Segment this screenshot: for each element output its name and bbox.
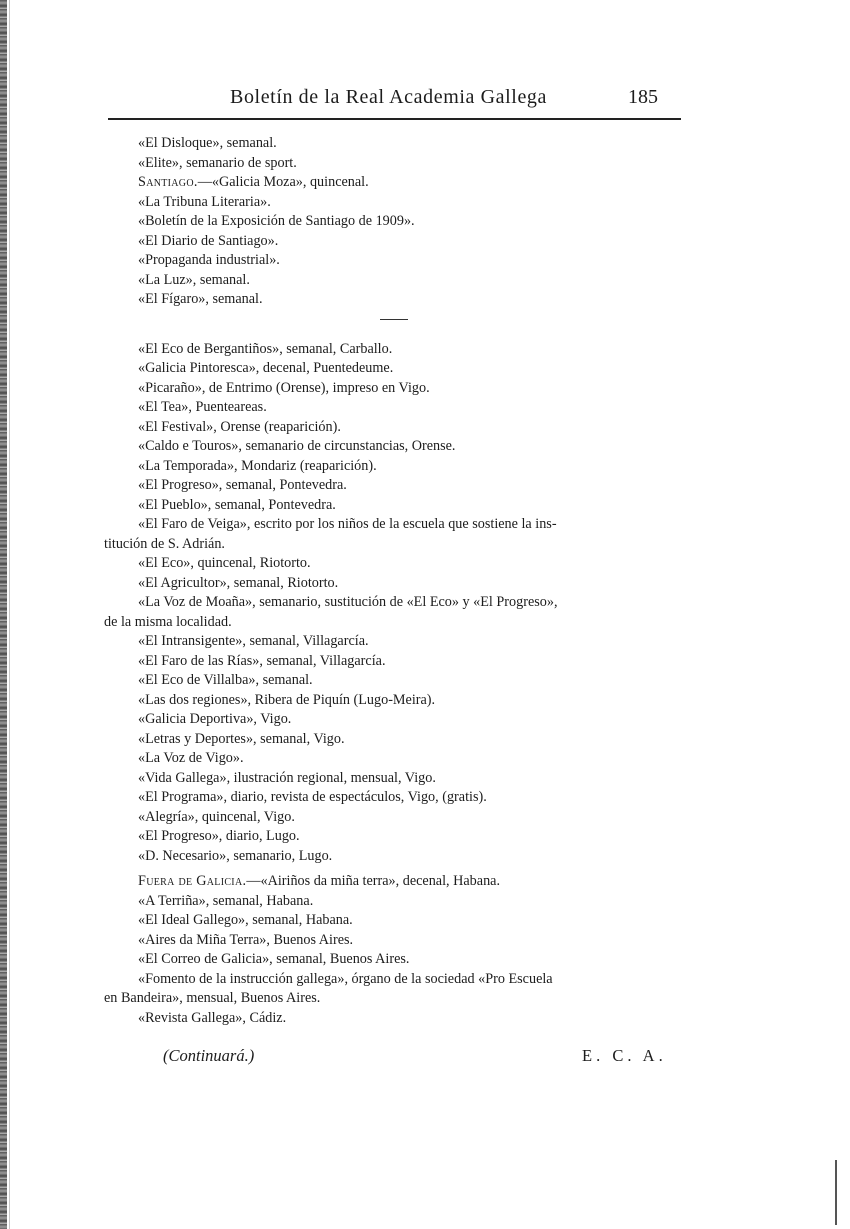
list-item: «Aires da Miña Terra», Buenos Aires.: [138, 931, 354, 948]
list-item: «Picaraño», de Entrimo (Orense), impreso en Vigo.: [138, 379, 430, 396]
list-item: «Las dos regiones», Ribera de Piquín (Lugo-Meira).: [138, 691, 436, 708]
author-signature: E. C. A.: [582, 1046, 667, 1065]
list-item: «Caldo e Touros», semanario de circunstancias, Orense.: [138, 438, 456, 454]
publication-list: [104, 134, 694, 1028]
list-item-continuation: titución de S. Adrián.: [104, 535, 225, 552]
list-item: «El Fígaro», semanal.: [138, 291, 263, 307]
list-item: «El Pueblo», semanal, Pontevedra.: [138, 496, 336, 513]
binding-edge: [0, 0, 7, 1229]
list-item: «El Eco», quincenal, Riotorto.: [138, 555, 311, 571]
list-item: «La Temporada», Mondariz (reaparición).: [138, 457, 377, 474]
running-header-title: Boletín de la Real Academia Gallega: [230, 86, 547, 108]
list-item: «La Voz de Vigo».: [138, 750, 244, 766]
header-rule: [108, 118, 681, 120]
list-item: «El Tea», Puenteareas.: [138, 399, 267, 415]
list-item: «El Agricultor», semanal, Riotorto.: [138, 574, 339, 591]
page-number: 185: [628, 86, 658, 108]
list-item: «El Eco de Bergantiños», semanal, Carballo.: [138, 340, 393, 357]
section-separator: [104, 310, 694, 334]
page-footer: [0, 1046, 850, 1070]
list-item: «Elite», semanario de sport.: [138, 154, 297, 171]
list-item-continuation: de la misma localidad.: [104, 613, 232, 630]
list-item: «El Correo de Galicia», semanal, Buenos Aires.: [138, 951, 410, 967]
list-item: «El Diario de Santiago».: [138, 232, 279, 249]
list-item: «El Progreso», diario, Lugo.: [138, 828, 300, 844]
list-item: «El Eco de Villalba», semanal.: [138, 672, 313, 688]
section-heading-item: [104, 173, 694, 193]
list-item: «El Faro de Veiga», escrito por los niños de la escuela que sostiene la ins-: [138, 516, 557, 532]
list-item: «El Festival», Orense (reaparición).: [138, 418, 341, 435]
section-lead-text: —«Galicia Moza», quincenal.: [197, 174, 369, 190]
list-item: «Galicia Pintoresca», decenal, Puentedeume.: [138, 360, 394, 376]
separator-dash: [380, 319, 408, 321]
list-item: «La Tribuna Literaria».: [138, 193, 271, 210]
list-item: «Propaganda industrial».: [138, 252, 280, 268]
list-item: «Alegría», quincenal, Vigo.: [138, 808, 295, 825]
section-lead-text: —«Airiños da miña terra», decenal, Habana.: [246, 873, 501, 889]
section-lead: Fuera de Galicia.: [138, 873, 247, 889]
list-item: «A Terriña», semanal, Habana.: [138, 892, 314, 909]
list-item: «El Disloque», semanal.: [138, 135, 277, 151]
list-item: «La Voz de Moaña», semanario, sustitución de «El Eco» y «El Progreso»,: [138, 594, 558, 610]
list-item: «El Intransigente», semanal, Villagarcía.: [138, 633, 369, 649]
list-item: «El Faro de las Rías», semanal, Villagarcía.: [138, 652, 386, 669]
list-item: «Fomento de la instrucción gallega», órgano de la sociedad «Pro Escuela: [138, 970, 553, 987]
continued-note: (Continuará.): [163, 1046, 255, 1065]
list-item: «Galicia Deportiva», Vigo.: [138, 711, 292, 727]
list-item: «El Ideal Gallego», semanal, Habana.: [138, 912, 353, 928]
margin-mark: [835, 1160, 837, 1225]
list-item-continuation: en Bandeira», mensual, Buenos Aires.: [104, 990, 321, 1006]
list-item: «El Programa», diario, revista de espectáculos, Vigo, (gratis).: [138, 789, 487, 805]
list-item: «Vida Gallega», ilustración regional, mensual, Vigo.: [138, 769, 436, 786]
list-item: «El Progreso», semanal, Pontevedra.: [138, 477, 347, 493]
list-item: «La Luz», semanal.: [138, 271, 250, 288]
section-lead: Santiago.: [138, 174, 198, 190]
section-heading-item: [104, 872, 694, 892]
list-item: «Boletín de la Exposición de Santiago de 1909».: [138, 213, 415, 229]
binding-edge-line: [9, 0, 10, 1229]
list-item: «D. Necesario», semanario, Lugo.: [138, 847, 333, 864]
list-item: «Letras y Deportes», semanal, Vigo.: [138, 730, 345, 747]
list-item: «Revista Gallega», Cádiz.: [138, 1009, 287, 1026]
